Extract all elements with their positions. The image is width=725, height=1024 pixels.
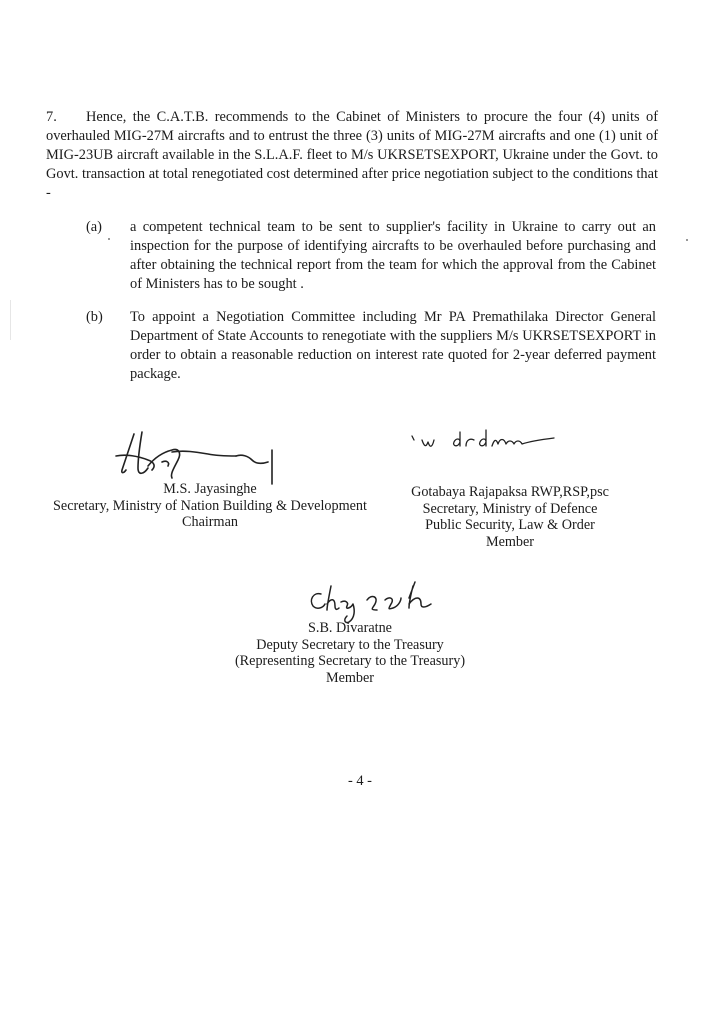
signatory-role: Chairman xyxy=(182,514,238,530)
signature-rajapaksa xyxy=(408,428,568,456)
signatory-role: Member xyxy=(485,533,535,550)
signatory-name: Gotabaya Rajapaksa RWP,RSP,psc xyxy=(411,484,609,500)
signatory-rajapaksa xyxy=(390,484,630,550)
signatory-title: Deputy Secretary to the Treasury xyxy=(256,636,444,653)
signature-jayasinghe xyxy=(112,426,292,486)
scan-speck xyxy=(686,239,688,241)
paragraph-number: 7. xyxy=(46,109,57,125)
signatory-representation: (Representing Secretary to the Treasury) xyxy=(234,653,466,669)
paragraph-7-text: Hence, the C.A.T.B. recommends to the Cabinet of Ministers to procure the four (4) units of overhauled MIG-27M aircrafts and to entrust the three (3) units of MIG-27M aircrafts and one (1) unit of MIG-23UB aircraft available in the S.L.A.F. fleet to M/s UKRSETSEXPORT, Ukraine under the Govt. to Govt. transaction at total renegotiated cost determined after price negotiation subject to the conditions that - xyxy=(46,109,658,201)
page-number: - 4 - xyxy=(348,773,372,789)
signatory-jayasinghe xyxy=(40,481,380,531)
scan-speck xyxy=(108,238,110,240)
signatory-name: M.S. Jayasinghe xyxy=(163,481,257,497)
paragraph-7 xyxy=(46,108,658,203)
signatory-divaratne xyxy=(200,620,500,686)
condition-a xyxy=(86,218,656,298)
signatory-title: Secretary, Ministry of Nation Building & Development xyxy=(53,497,367,514)
condition-a-text: a competent technical team to be sent to supplier's facility in Ukraine to carry out an inspection for the purpose of identifying aircrafts to be overhauled before purchasing and after obtaining the technical report from the team for which the approval from the Cabinet of Ministers has to be sought . xyxy=(130,219,656,292)
signatory-title-continued: Public Security, Law & Order xyxy=(425,517,595,533)
signatory-name: S.B. Divaratne xyxy=(308,620,392,636)
signatory-role: Member xyxy=(325,669,375,686)
scan-speck xyxy=(10,300,11,340)
condition-a-marker: (a) xyxy=(86,219,102,235)
condition-b-marker: (b) xyxy=(86,309,103,325)
condition-b-text: To appoint a Negotiation Committee including Mr PA Premathilaka Director General Department of State Accounts to renegotiate with the suppliers M/s UKRSETSEXPORT in order to obtain a reasonable reduction on interest rate quoted for 2-year deferred payment package. xyxy=(130,309,656,382)
signatory-title: Secretary, Ministry of Defence xyxy=(422,500,598,517)
condition-b xyxy=(86,308,656,388)
